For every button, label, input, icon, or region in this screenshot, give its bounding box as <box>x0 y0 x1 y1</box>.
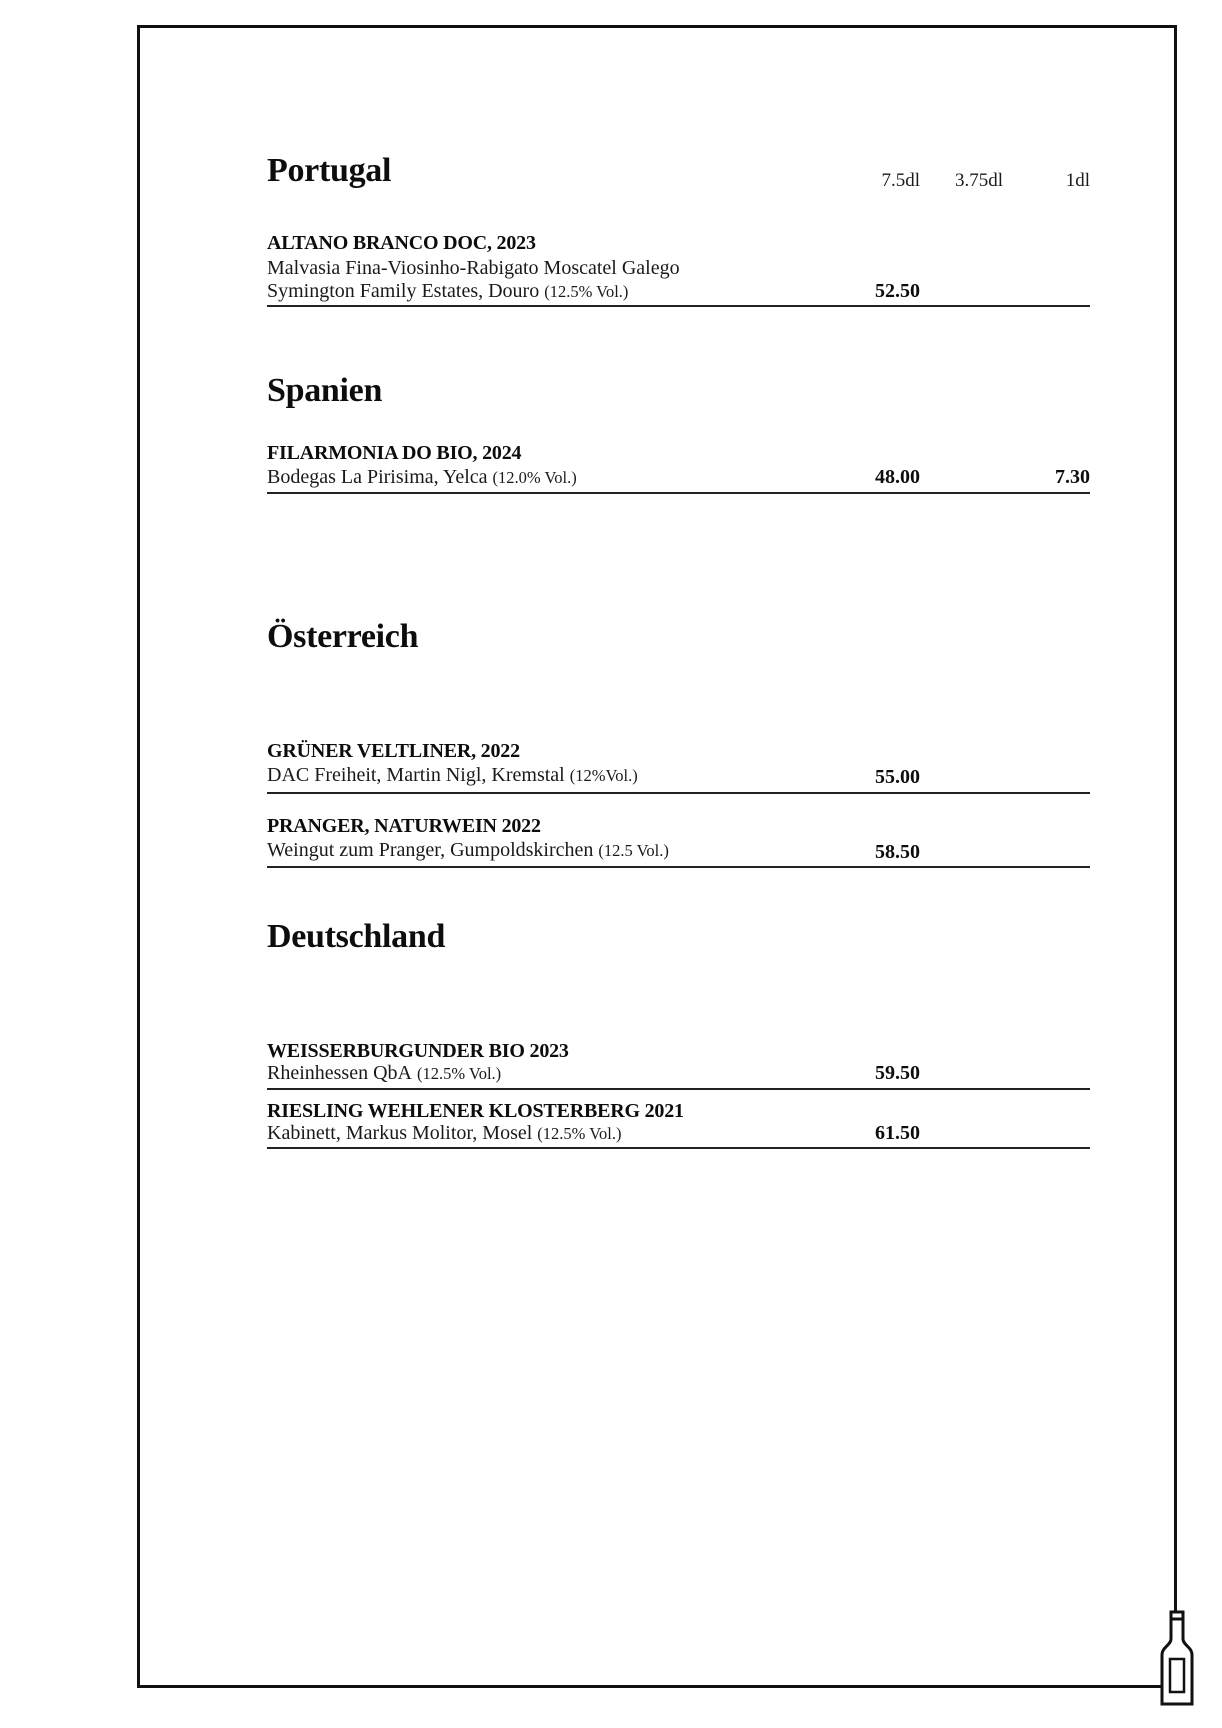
row-divider <box>267 866 1090 868</box>
wine-name: PRANGER, NATURWEIN 2022 <box>267 815 541 837</box>
wine-price-75dl: 58.50 <box>875 841 920 863</box>
wine-price-1dl: 7.30 <box>1055 466 1090 488</box>
wine-producer-text: Symington Family Estates, Douro <box>267 280 540 302</box>
row-divider <box>267 1147 1090 1149</box>
column-header-375dl: 3.75dl <box>954 170 1003 191</box>
wine-name: ALTANO BRANCO DOC, 2023 <box>267 232 536 254</box>
wine-producer <box>267 1062 501 1085</box>
wine-producer-text: DAC Freiheit, Martin Nigl, Kremstal <box>267 764 565 786</box>
wine-name: RIESLING WEHLENER KLOSTERBERG 2021 <box>267 1100 684 1122</box>
row-divider <box>267 1088 1090 1090</box>
wine-producer-text: Bodegas La Pirisima, Yelca <box>267 466 488 488</box>
wine-name: WEISSERBURGUNDER BIO 2023 <box>267 1040 569 1062</box>
wine-producer <box>267 1122 621 1145</box>
page-border-bottom <box>137 1685 1165 1688</box>
section-title-oesterreich: Österreich <box>267 618 419 655</box>
wine-vol: (12.0% Vol.) <box>492 468 577 487</box>
wine-price-75dl: 61.50 <box>875 1122 920 1144</box>
wine-price-75dl: 55.00 <box>875 766 920 788</box>
page-border-left <box>137 25 140 1688</box>
wine-producer-text: Rheinhessen QbA <box>267 1062 412 1084</box>
wine-price-75dl: 48.00 <box>875 466 920 488</box>
wine-name: GRÜNER VELTLINER, 2022 <box>267 740 520 762</box>
wine-price-75dl: 59.50 <box>875 1062 920 1084</box>
section-title-spanien: Spanien <box>267 372 383 409</box>
wine-vol: (12.5% Vol.) <box>544 282 629 301</box>
wine-producer <box>267 466 577 489</box>
wine-vol: (12.5% Vol.) <box>416 1064 502 1083</box>
wine-producer <box>267 280 628 303</box>
wine-vol: (12%Vol.) <box>569 766 638 785</box>
wine-name: FILARMONIA DO BIO, 2024 <box>267 442 522 464</box>
wine-price-75dl: 52.50 <box>875 280 920 302</box>
row-divider <box>267 792 1090 794</box>
wine-grapes: Malvasia Fina-Viosinho-Rabigato Moscatel Galego <box>267 257 680 279</box>
wine-producer-text: Kabinett, Markus Molitor, Mosel <box>267 1122 533 1144</box>
section-title-deutschland: Deutschland <box>267 918 446 955</box>
wine-bottle-icon <box>1146 1604 1208 1714</box>
row-divider <box>267 305 1090 307</box>
section-title-portugal: Portugal <box>267 152 392 189</box>
wine-producer-text: Weingut zum Pranger, Gumpoldskirchen <box>267 839 594 861</box>
column-header-75dl: 7.5dl <box>881 170 920 191</box>
column-header-1dl: 1dl <box>1065 170 1090 191</box>
wine-producer <box>267 839 669 862</box>
wine-vol: (12.5% Vol.) <box>537 1124 622 1143</box>
row-divider <box>267 492 1090 494</box>
page-border-top <box>137 25 1177 28</box>
wine-producer <box>267 764 638 787</box>
page-border-right <box>1174 25 1177 1612</box>
wine-vol: (12.5 Vol.) <box>598 841 669 860</box>
